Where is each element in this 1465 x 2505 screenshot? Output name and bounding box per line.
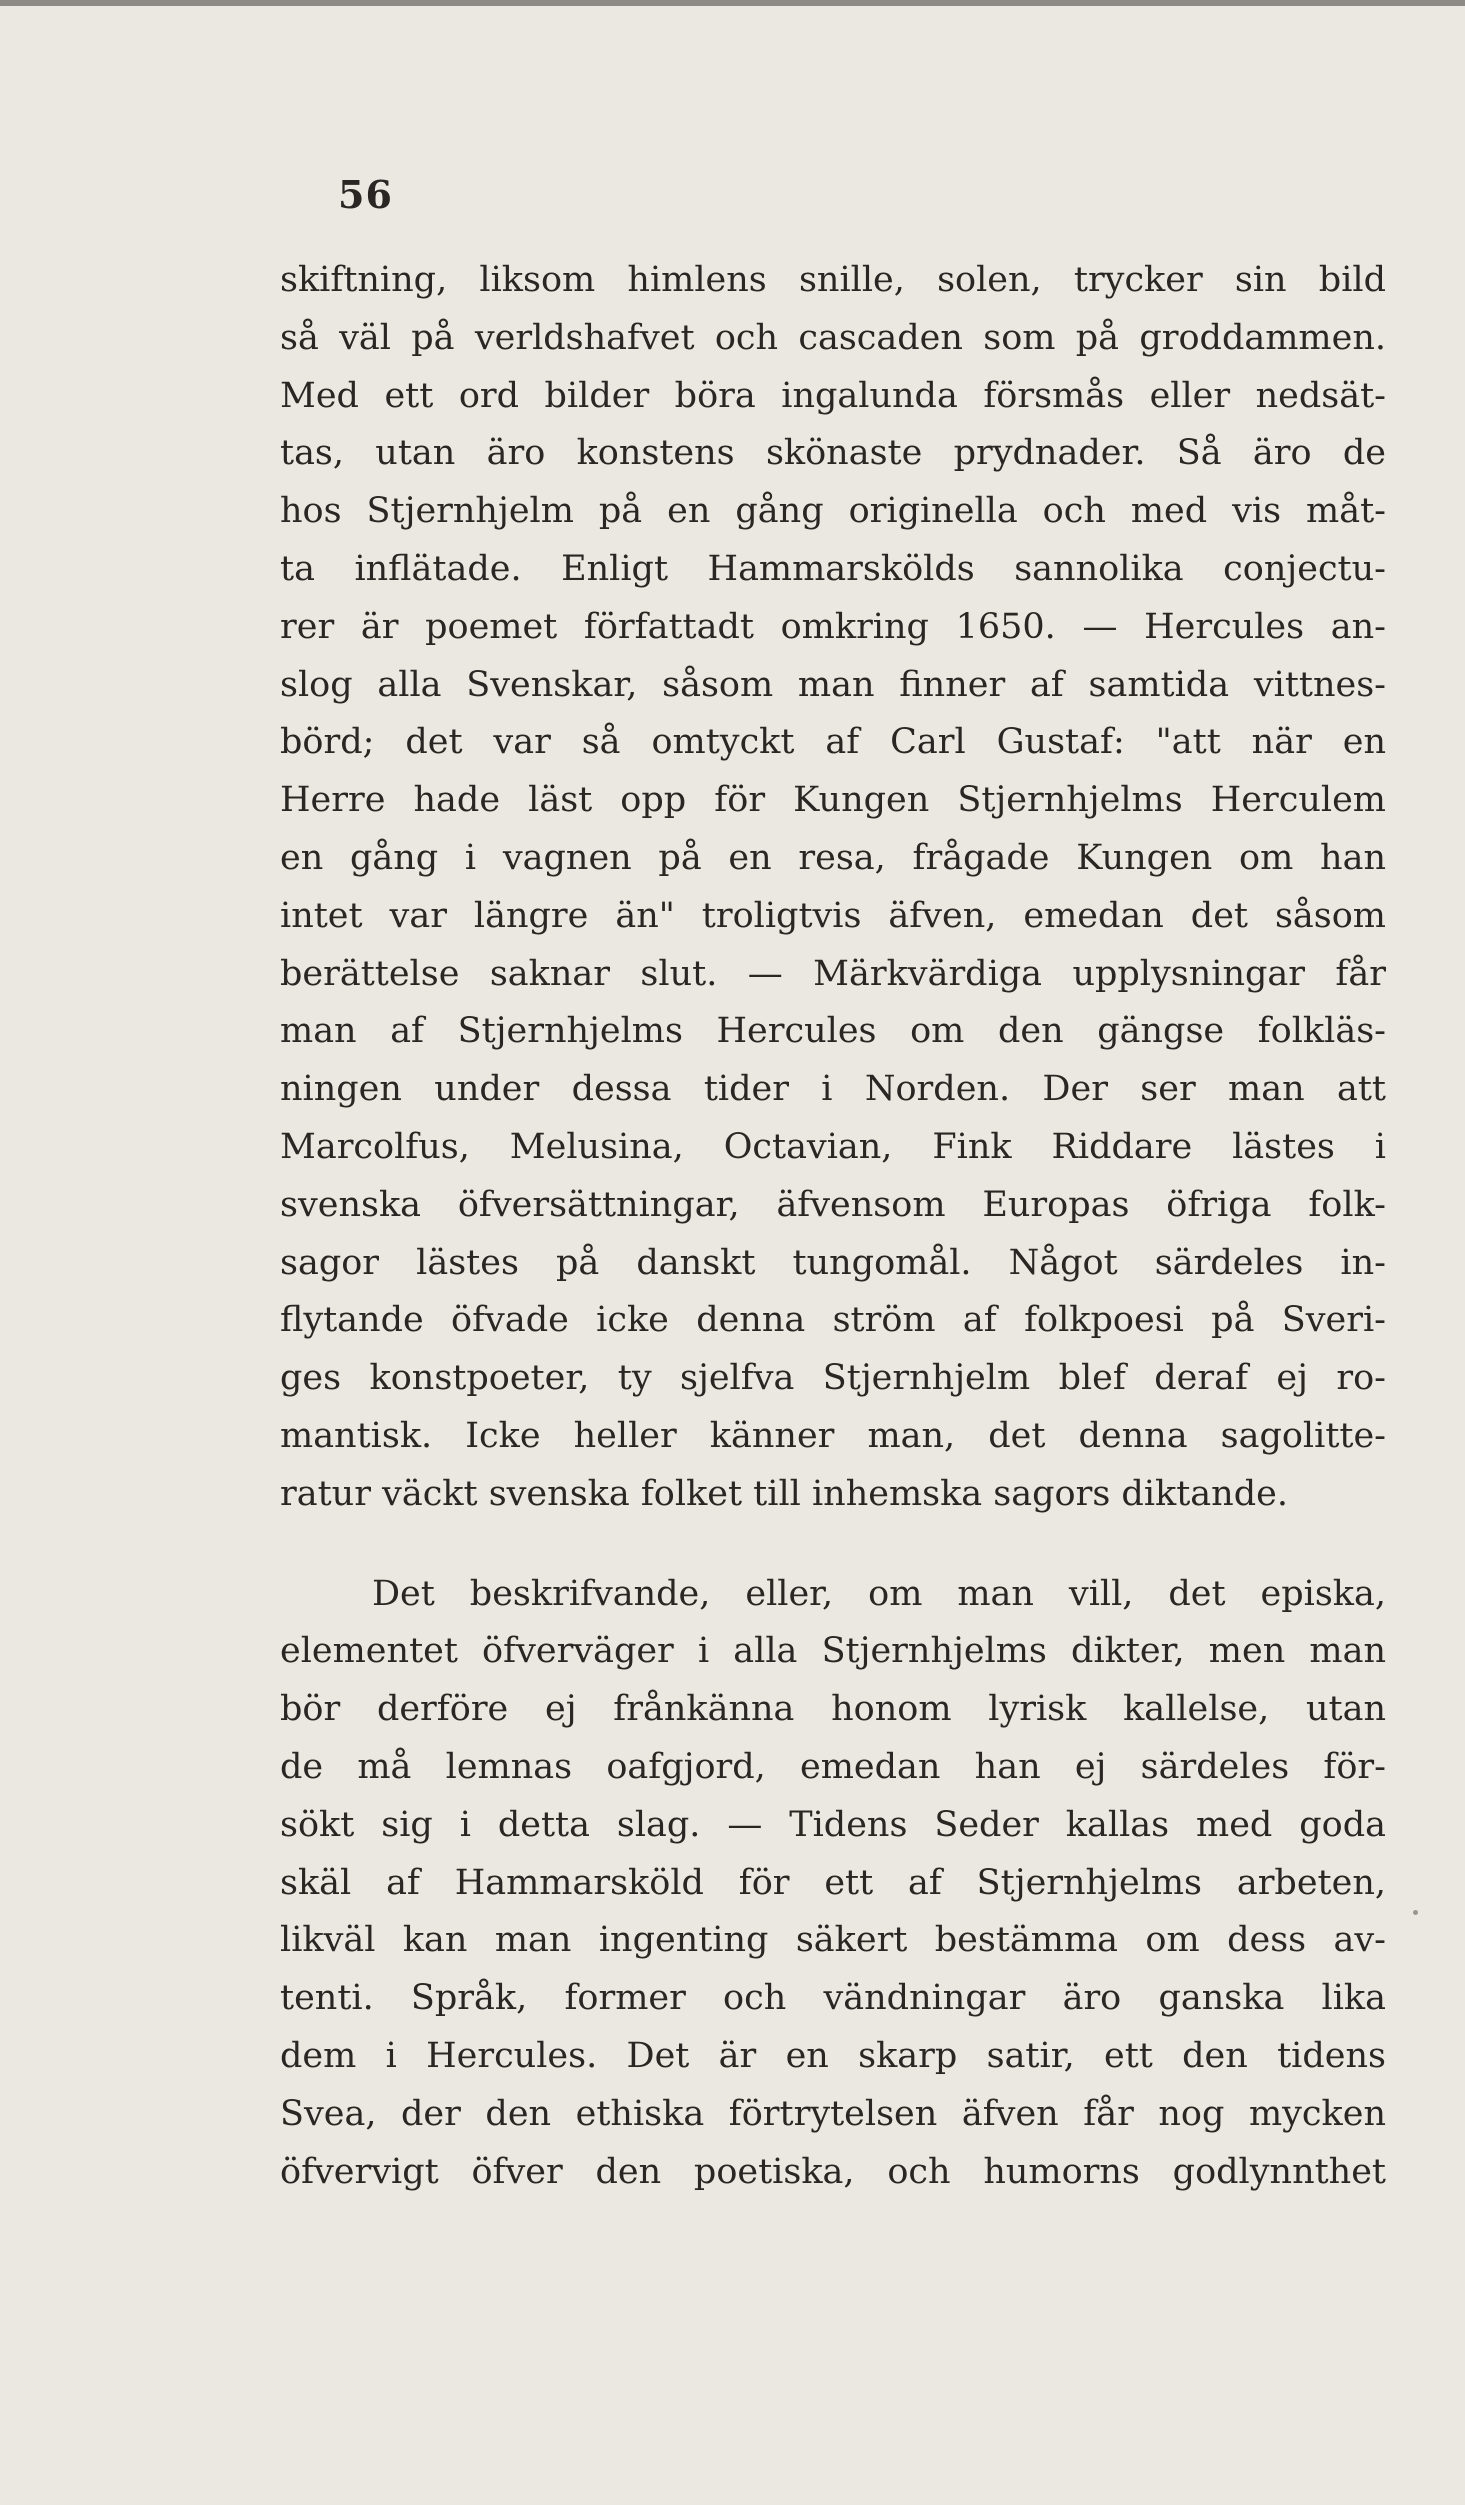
text-line: så väl på verldshafvet och cascaden som på groddammen.: [280, 317, 1386, 358]
text-line: flytande öfvade icke denna ström af folkpoesi på Sveri-: [280, 1300, 1386, 1341]
text-line: berättelse saknar slut. — Märkvärdiga upplysningar får: [280, 953, 1386, 994]
text-line: mantisk. Icke heller känner man, det denna sagolitte-: [280, 1415, 1386, 1456]
text-line: bör derföre ej frånkänna honom lyrisk kallelse, utan: [280, 1689, 1386, 1730]
text-line: Marcolfus, Melusina, Octavian, Fink Riddare lästes i: [280, 1126, 1386, 1167]
text-line: ratur väckt svenska folket till inhemska sagors diktande.: [280, 1473, 1288, 1514]
text-line: ta inflätade. Enligt Hammarskölds sannolika conjectu-: [280, 548, 1386, 589]
text-line: man af Stjernhjelms Hercules om den gängse folkläs-: [280, 1011, 1386, 1052]
body-text: [280, 252, 1386, 2201]
text-line: tenti. Språk, former och vändningar äro ganska lika: [280, 1978, 1386, 2019]
text-line: likväl kan man ingenting säkert bestämma om dess av-: [280, 1920, 1386, 1961]
text-line: svenska öfversättningar, äfvensom Europas öfriga folk-: [280, 1184, 1386, 1225]
text-line: ges konstpoeter, ty sjelfva Stjernhjelm blef deraf ej ro-: [280, 1358, 1386, 1399]
text-line: Med ett ord bilder böra ingalunda försmås eller nedsät-: [280, 375, 1386, 416]
text-line: rer är poemet författadt omkring 1650. — Hercules an-: [280, 606, 1386, 647]
text-line: dem i Hercules. Det är en skarp satir, ett den tidens: [280, 2035, 1386, 2076]
paragraph-gap: [280, 1524, 1386, 1566]
text-line: ningen under dessa tider i Norden. Der ser man att: [280, 1069, 1386, 1110]
paper-speck: [1413, 1910, 1418, 1915]
text-line: Svea, der den ethiska förtrytelsen äfven får nog mycken: [280, 2093, 1386, 2134]
text-line: slog alla Svenskar, såsom man finner af samtida vittnes-: [280, 664, 1386, 705]
text-line: de må lemnas oafgjord, emedan han ej särdeles för-: [280, 1746, 1386, 1787]
text-line: en gång i vagnen på en resa, frågade Kungen om han: [280, 837, 1386, 878]
text-line: skiftning, liksom himlens snille, solen, trycker sin bild: [280, 260, 1386, 300]
text-line: elementet öfverväger i alla Stjernhjelms dikter, men man: [280, 1631, 1386, 1672]
text-line: sökt sig i detta slag. — Tidens Seder kallas med goda: [280, 1804, 1386, 1845]
text-line: hos Stjernhjelm på en gång originella och med vis måt-: [280, 491, 1386, 532]
text-line: skäl af Hammarsköld för ett af Stjernhjelms arbeten,: [280, 1862, 1386, 1903]
text-line: Herre hade läst opp för Kungen Stjernhjelms Herculem: [280, 780, 1386, 821]
text-line: öfvervigt öfver den poetiska, och humorns godlynnthet: [280, 2151, 1386, 2192]
paragraph-1: [280, 252, 1386, 1524]
text-line: börd; det var så omtyckt af Carl Gustaf: "att när en: [280, 722, 1386, 763]
page-number: 56: [338, 172, 393, 217]
page-top-edge: [0, 0, 1465, 6]
text-line: Det beskrifvande, eller, om man vill, det episka,: [372, 1573, 1386, 1614]
paragraph-2: [280, 1566, 1386, 2202]
text-line: sagor lästes på danskt tungomål. Något särdeles in-: [280, 1242, 1386, 1283]
text-line: tas, utan äro konstens skönaste prydnader. Så äro de: [280, 433, 1386, 474]
text-line: intet var längre än" troligtvis äfven, emedan det såsom: [280, 895, 1386, 936]
